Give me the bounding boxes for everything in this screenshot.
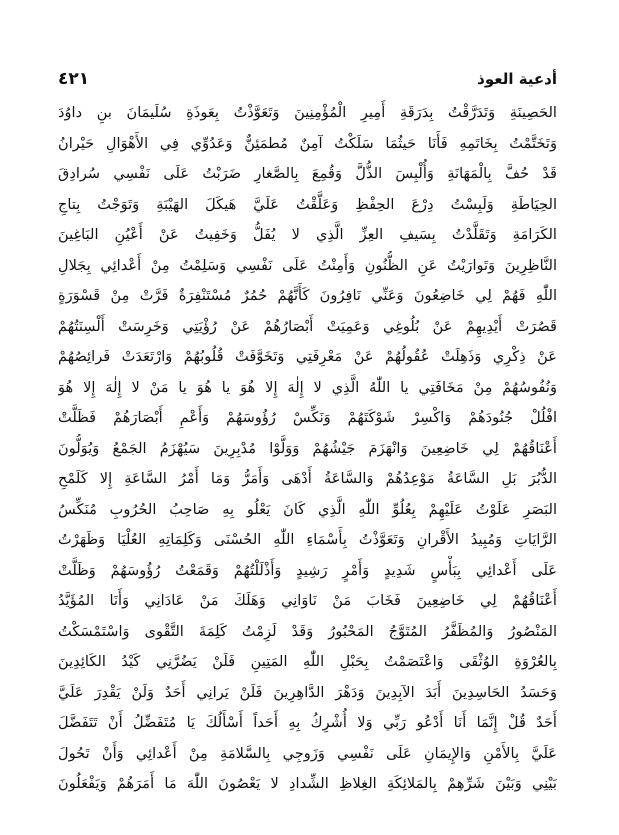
text-line: عَنْ ذِكْرِي وَذَهِلَتْ عُقُولُهُمْ عَنْ مَعْرِفَتِي وَتَخَوَّفَتْ قُلُوبُهُمْ وَارْتَعَدَتْ فَرائِصُهُمْ <box>58 348 557 365</box>
text-line: الكَرَامَةِ وَتَقَلَّدْتُ بِسَيفِ العِزِّ الَّذِي لا يُفَلُّ وَخَفِيتُ عَنْ أَعْيُنِ البَاغِينَ <box>58 226 557 243</box>
text-line: قَدْ حُفَّ بِالْمَهَانَةِ وَأُلْبِسَ الذُّلَّ وَقُمِعَ بِالصَّغارِ ضَرَبْتُ عَلَى نَفْسِي سُرادِقَ <box>58 165 557 182</box>
text-line: عَلَيَّ بِالأَمْنِ وَالإِيمَانِ عَلَى نَفْسِي وَزَوجِي بِالسَّلامَةِ مِنْ أَعْدائِي وَأَنْ تَحُولَ <box>58 744 557 762</box>
text-line: الحَصِينَةِ وَتَدَرَّقْتُ بِدَرَقَةِ أَمِيرِ الْمُؤْمِنِينَ وَتَعَوَّذْتُ بِعَوذَةِ سُلَيمَانَ بنِ داوُدَ <box>58 104 557 121</box>
text-line: أَعْنَاقُهُمْ لِي خَاضِعِينَ فَخَابَ مَنْ نَاوَانِي وَهَلَكَ مَنْ عَادَانِي وَأَنَا المُؤَيَّدُ <box>58 592 557 609</box>
running-title: أدعية العوذ <box>477 70 557 88</box>
page-header <box>58 66 557 92</box>
text-line: الرَّايَاتِ وَمُبِيدُ الأَقْرانِ وَتَعَوَّذْتُ بِأَسْمَاءِ اللّٰهِ الحُسْنَى وَكَلِمَاتِهِ العُلْيَا وَظَهَرْتُ <box>58 531 557 548</box>
text-line: عَلَى أَعْدائِي بِبَأْسٍ شَدِيدٍ وَأَمْرٍ رَشِيدٍ وَأَذْلَلْتُهُمْ وَقَمَعْتُ رُؤُوسَهُمْ وَظَلَّتْ <box>58 561 557 579</box>
body-text <box>58 98 557 800</box>
text-line: البَصَرِ عَلَوْتُ عَلَيْهِمْ بِعُلُوِّ اللّٰهِ الَّذِي كَانَ يَعْلُو بِهِ صَاحِبُ الحُرُوبِ مُنَكِّسُ <box>58 500 557 518</box>
text-line: الدُّبُرَ بَلِ السَّاعَةُ مَوْعِدُهُمْ وَالسَّاعَةُ أَدْهَى وَأَمَرُّ وَمَا أَمْرُ السَّاعَةِ إِلا كَلَمْحِ <box>58 470 557 487</box>
text-line: اللّٰهِ فَهُمْ لِي خَاضِعُونَ وَعَنِّي نَافِرُونَ كَأَنَّهُمْ حُمُرٌ مُسْتَنْفِرَةٌ فَرَّتْ مِنْ قَسْوَرَةٍ <box>58 287 557 304</box>
text-line: وَحَسَدُ الحَاسِدِينَ أَبَدَ الآبِدِينَ وَدَهْرَ الدَّاهِرِينَ فَلَنْ يَرانِي أَحَدٌ وَلَنْ يَقْدِرَ عَلَيَّ <box>58 683 557 701</box>
page-number: ٤٢١ <box>58 69 90 89</box>
text-line: قَصُرَتْ أَيْدِيهِمْ عَنْ بُلُوغِي وَعَمِيَتْ أَبْصَارُهُمْ عَنْ رُؤْيَتِي وَخَرِسَتْ أَلْسِنَتُهُمْ <box>58 317 557 335</box>
text-line: أَحَدٌ قُلْ إِنَّمَا أَنَا أَدْعُو رَبِّي وَلا أُشْرِكُ بِهِ أَحَداً أَسْأَلُكَ يَا مُتَفَضِّلُ أَنْ تَتَفَضَّلَ <box>58 714 557 731</box>
text-line: الحِيَاطَةِ وَلَبِسْتُ دِرْعَ الحِفْظِ وَعَلَّقْتُ عَلَيَّ هَيكَلَ الهَيْبَةِ وَتَوَجْتُ بِتاجِ <box>58 195 557 213</box>
text-line: أَعْنَاقُهُمْ لِي خَاضِعِينَ وَانْهَزَمَ جَيْشُهُمْ وَوَلَّوْا مُدْبِرِينَ سَيُهْزَمُ الجَمْعُ وَيُوَلُّونَ <box>58 439 557 457</box>
text-line: النَّاظِرِينَ وَتَوارَيْتُ عَنِ الظُّنُونِ وَأَمِنْتُ عَلَى نَفْسِي وَسَلِمْتُ مِنْ أَعْدائِي بِجَلالِ <box>58 256 557 274</box>
text-line: وَتَخَتَّمْتُ بِخَاتَمِهِ فَأَنَا حَيثُمَا سَلَكْتُ آمِنٌ مُطمَئِنٌّ وَعَدُوِّي فِي الأَهْوَالِ حَيْرانُ <box>58 134 557 152</box>
text-line: وَنُفُوسُهُمْ مِنْ مَخَافَتِي يا اللّٰهُ الَّذِي لا إِلٰهَ إِلا هُوَ يا هُوَ يا مَنْ لا إِلٰهَ إِلا هُوَ <box>58 378 557 396</box>
text-line: افْلُلْ جُنُودَهُمْ وَاكْسِرْ شَوْكَتَهُمْ وَنَكِّسْ رُؤُوسَهُمْ وَأَعْمِ أَبْصَارَهُمْ فَظَلَّتْ <box>58 409 557 426</box>
text-line: بَيْنِي وَبَيْنَ شَرِّهِمْ بِالمَلائِكَةِ الغِلاظِ الشِّدادِ لا يَعْصُونَ اللّٰهَ مَا أَمَرَهُمْ وَيَفْعَلُونَ <box>58 775 557 792</box>
text-line: بِالعُرْوَةِ الوُثْقَى وَاعْتَصَمْتُ بِحَبْلِ اللّٰهِ المَتِينِ فَلَنْ يَضُرَّنِي كَيْدُ الكَائِدِينَ <box>58 653 557 670</box>
text-line: المَنْصُورُ وَالمُظَفَّرُ المُتَوَّجُ المَحْبُورُ وَقَدْ لَزِمْتُ كَلِمَةَ التَّقْوى وَاسْتَمْسَكْتُ <box>58 622 557 640</box>
